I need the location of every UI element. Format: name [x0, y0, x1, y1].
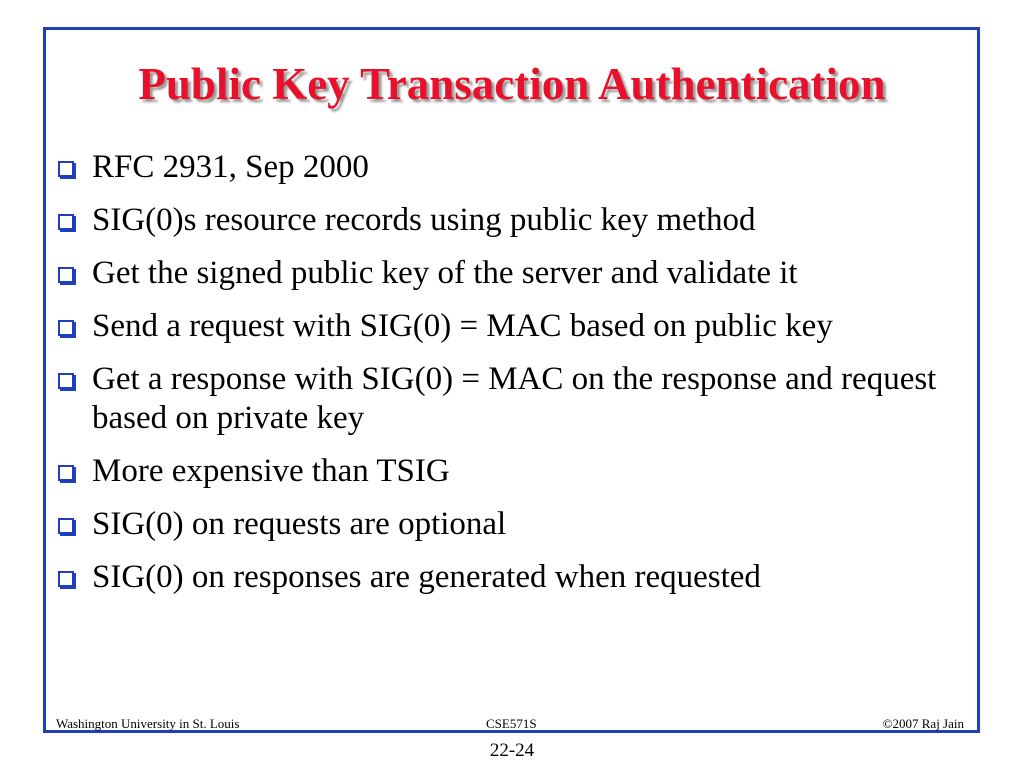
hollow-square-bullet-icon	[58, 267, 74, 283]
footer-course: CSE571S	[486, 716, 537, 731]
slide-title: Public Key Transaction Authentication	[138, 59, 886, 109]
footer-copyright: ©2007 Raj Jain	[882, 716, 964, 731]
hollow-square-bullet-icon	[58, 214, 74, 230]
bullet-item	[56, 452, 961, 491]
bullet-text: More expensive than TSIG	[92, 453, 450, 489]
bullet-text: SIG(0)s resource records using public key method	[92, 202, 756, 238]
bullet-item	[56, 148, 961, 187]
hollow-square-bullet-icon	[58, 571, 74, 587]
footer-institution: Washington University in St. Louis	[56, 716, 240, 731]
hollow-square-bullet-icon	[58, 320, 74, 336]
bullet-item	[56, 201, 961, 240]
bullet-item	[56, 360, 961, 438]
page-number: 22-24	[489, 740, 535, 761]
bullet-text: Get the signed public key of the server and validate it	[92, 255, 798, 291]
bullet-item	[56, 505, 961, 544]
hollow-square-bullet-icon	[58, 518, 74, 534]
hollow-square-bullet-icon	[58, 465, 74, 481]
bullet-text: SIG(0) on responses are generated when requested	[92, 559, 761, 595]
hollow-square-bullet-icon	[58, 161, 74, 177]
bullet-text: Send a request with SIG(0) = MAC based on public key	[92, 308, 833, 344]
bullet-text: Get a response with SIG(0) = MAC on the response and request based on private key	[92, 361, 937, 436]
bullet-text: SIG(0) on requests are optional	[92, 506, 507, 542]
bullet-item	[56, 558, 961, 597]
hollow-square-bullet-icon	[58, 373, 74, 389]
bullet-list	[56, 148, 961, 611]
bullet-item	[56, 254, 961, 293]
bullet-item	[56, 307, 961, 346]
bullet-text: RFC 2931, Sep 2000	[92, 149, 369, 185]
